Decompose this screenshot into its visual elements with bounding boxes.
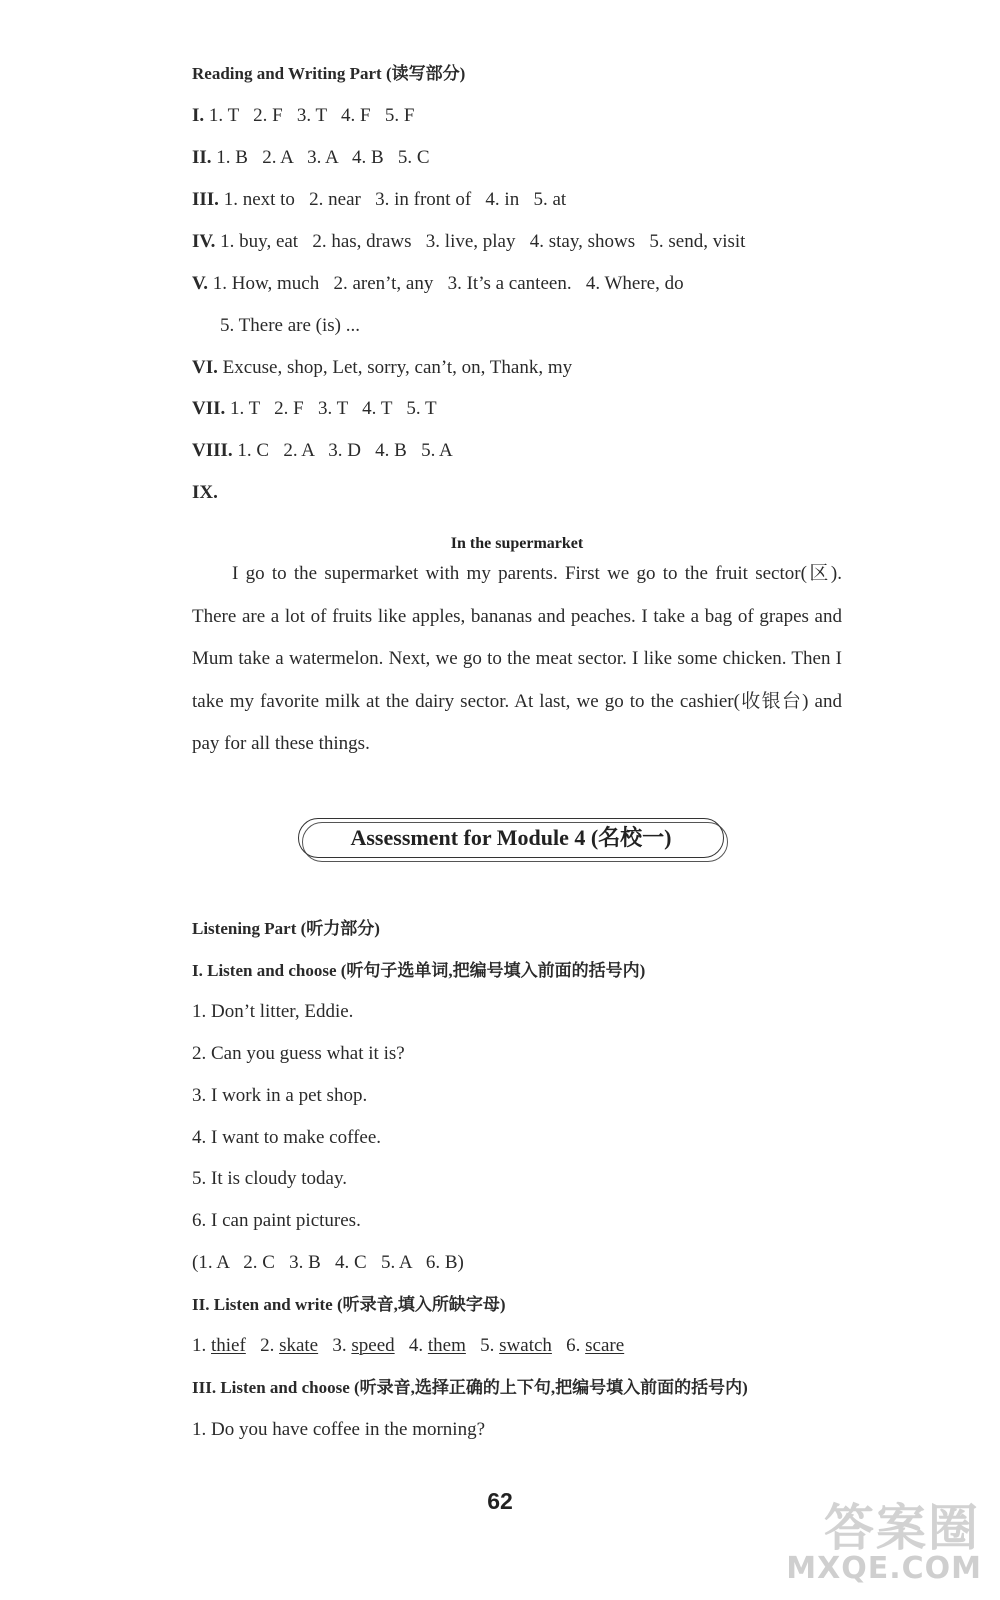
essay-title: In the supermarket — [450, 535, 584, 552]
answer-word: swatch — [499, 1335, 552, 1356]
answer-line-8: VIII. 1. C 2. A 3. D 4. B 5. A — [192, 440, 453, 461]
page-number: 62 — [487, 1488, 513, 1514]
listening-item: 4. I want to make coffee. — [192, 1127, 382, 1148]
section-3-title: III. Listen and choose (听录音,选择正确的上下句,把编号填入前面的括号内) — [192, 1378, 748, 1397]
answer-line-1: I. 1. T 2. F 3. T 4. F 5. F — [192, 105, 415, 126]
section-2-title: II. Listen and write (听录音,填入所缺字母) — [192, 1295, 506, 1314]
answer-word: speed — [351, 1335, 395, 1356]
module-banner: Assessment for Module 4 (名校一) — [298, 818, 724, 858]
listening-item: 5. It is cloudy today. — [192, 1168, 347, 1189]
answer-word: skate — [279, 1335, 319, 1356]
answer-line-5: V. 1. How, much 2. aren’t, any 3. It’s a canteen. 4. Where, do — [192, 273, 684, 294]
listening-item: 1. Don’t litter, Eddie. — [192, 1001, 354, 1022]
listening-item: 3. I work in a pet shop. — [192, 1085, 368, 1106]
answer-word: thief — [211, 1335, 246, 1356]
watermark-text-bottom: MXQE.COM — [786, 1551, 982, 1586]
listening-item: 2. Can you guess what it is? — [192, 1043, 405, 1064]
answer-line-2: II. 1. B 2. A 3. A 4. B 5. C — [192, 147, 430, 168]
answer-line-3: III. 1. next to 2. near 3. in front of 4. in 5. at — [192, 189, 567, 210]
answer-word: them — [427, 1335, 466, 1356]
answer-line-5-cont: 5. There are (is) ... — [220, 315, 360, 336]
answer-line-4: IV. 1. buy, eat 2. has, draws 3. live, play 4. stay, shows 5. send, visit — [192, 231, 746, 252]
listening-item: 1. Do you have coffee in the morning? — [192, 1419, 486, 1440]
watermark-text-top: 答案圈 — [824, 1499, 980, 1557]
answer-line-7: VII. 1. T 2. F 3. T 4. T 5. T — [192, 398, 437, 419]
answer-word: scare — [585, 1335, 625, 1356]
section-1-answers: (1. A 2. C 3. B 4. C 5. A 6. B) — [192, 1252, 464, 1273]
watermark-logo — [786, 1484, 988, 1594]
reading-writing-heading: Reading and Writing Part (读写部分) — [192, 64, 466, 83]
section-1-title: I. Listen and choose (听句子选单词,把编号填入前面的括号内) — [192, 961, 646, 980]
essay-paragraph: I go to the supermarket with my parents. First we go to the fruit sector(区). There are a lot of fruits like apples, bananas and peaches. I take a bag of grapes and Mum take a watermelon. Next, we go to the meat sector. I like some chicken. Then I take my favorite milk at the dairy sector. At last, we go to the cashier(收银台) and pay for all these things. — [192, 563, 842, 754]
listening-item: 6. I can paint pictures. — [192, 1210, 361, 1231]
listening-heading: Listening Part (听力部分) — [192, 919, 380, 938]
answer-line-6: VI. Excuse, shop, Let, sorry, can’t, on, Thank, my — [192, 357, 573, 378]
answer-line-9: IX. — [192, 482, 218, 503]
section-2-answers: 1. thief 2. skate 3. speed 4. them 5. swatch 6. scare — [192, 1335, 625, 1356]
